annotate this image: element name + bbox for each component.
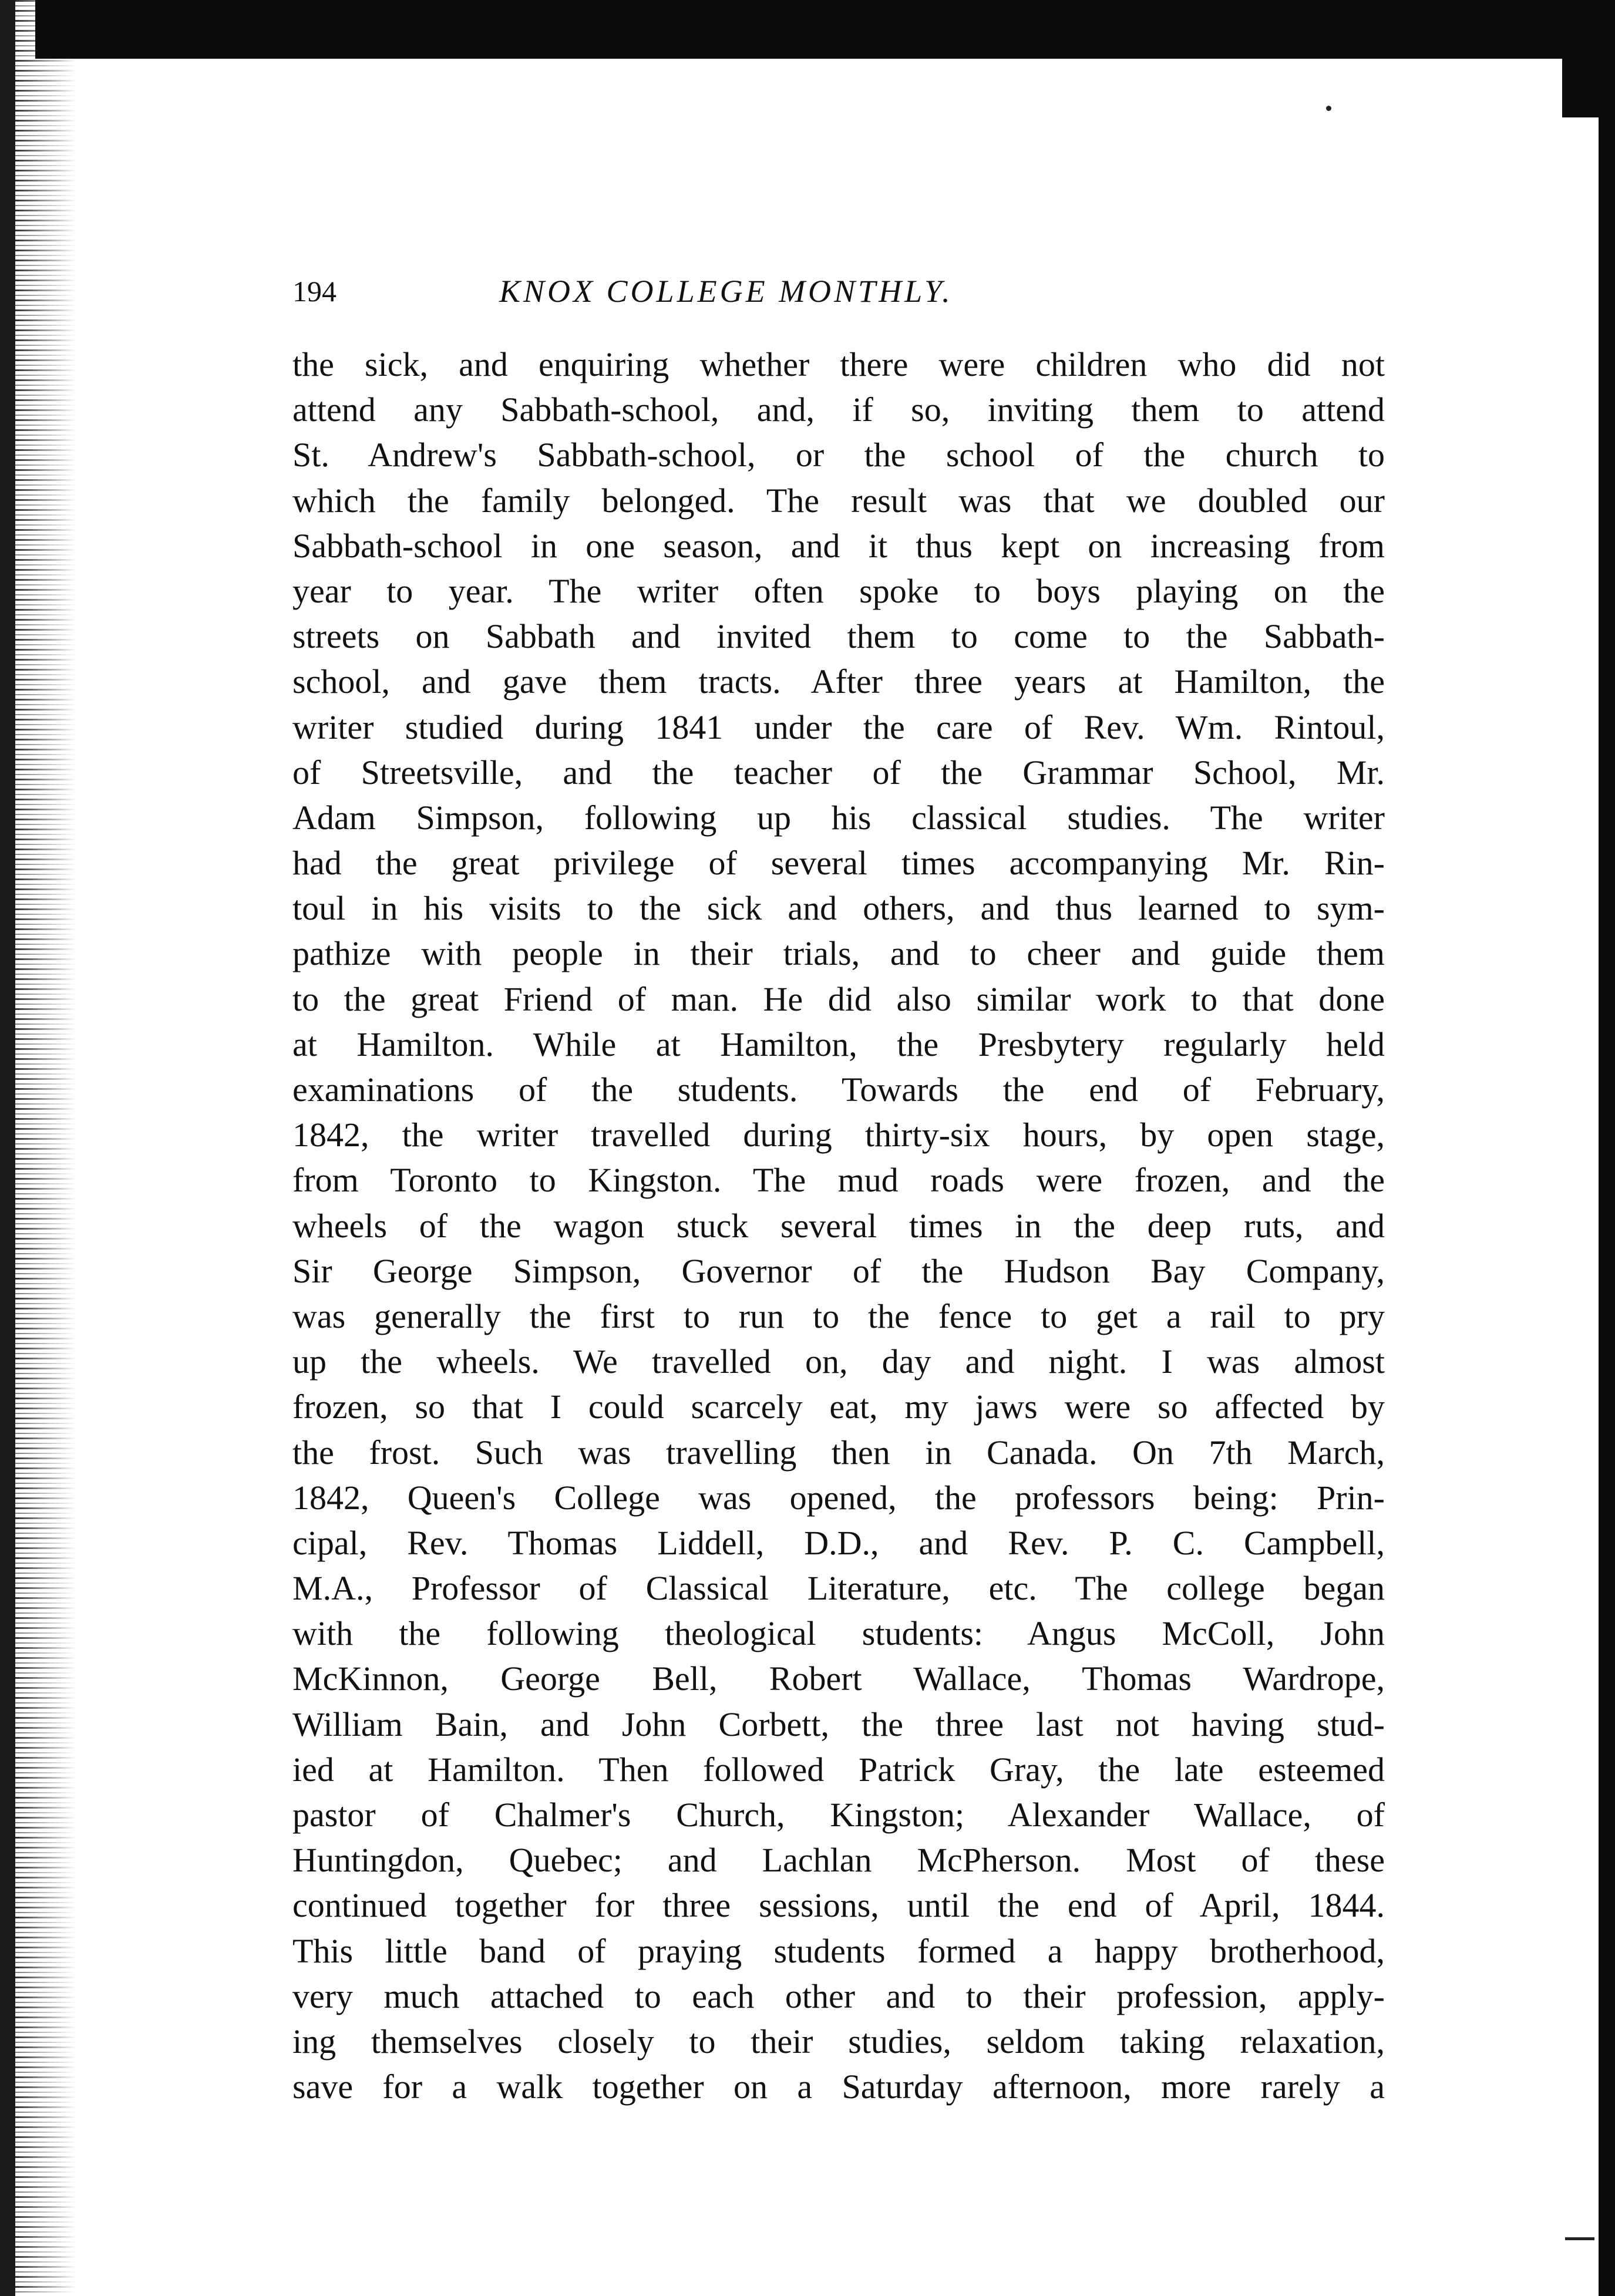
text-line: streets on Sabbath and invited them to come to the Sabbath- [292,617,1385,656]
text-line: the sick, and enquiring whether there were children who did not [292,345,1385,383]
text-line: at Hamilton. While at Hamilton, the Presbytery regularly held [292,1025,1385,1063]
text-line: with the following theological students: Angus McColl, John [292,1614,1385,1653]
text-line: from Toronto to Kingston. The mud roads were frozen, and the [292,1161,1385,1200]
text-line: Huntingdon, Quebec; and Lachlan McPherson. Most of these [292,1841,1385,1880]
text-line: school, and gave them tracts. After three years at Hamilton, the [292,662,1385,701]
text-line: frozen, so that I could scarcely eat, my jaws were so affected by [292,1388,1385,1426]
text-line: pastor of Chalmer's Church, Kingston; Alexander Wallace, of [292,1796,1385,1834]
scan-edge-left-border [0,0,15,2296]
text-line: up the wheels. We travelled on, day and night. I was almost [292,1342,1385,1381]
scan-speck [1326,106,1331,111]
text-line: toul in his visits to the sick and others, and thus learned to sym- [292,889,1385,928]
text-line: M.A., Professor of Classical Literature, etc. The college began [292,1569,1385,1608]
text-line: very much attached to each other and to their profession, apply- [292,1977,1385,2015]
text-line: of Streetsville, and the teacher of the Grammar School, Mr. [292,753,1385,792]
text-line: save for a walk together on a Saturday afternoon, more rarely a [292,2068,1385,2106]
scan-edge-top [35,0,1615,59]
text-line: was generally the first to run to the fence to get a rail to pry [292,1297,1385,1335]
text-line: attend any Sabbath-school, and, if so, inviting them to attend [292,390,1385,429]
page-number: 194 [292,275,337,308]
text-line: year to year. The writer often spoke to boys playing on the [292,571,1385,610]
text-line: to the great Friend of man. He did also similar work to that done [292,979,1385,1018]
text-line: examinations of the students. Towards the end of February, [292,1070,1385,1109]
text-line: had the great privilege of several times accompanying Mr. Rin- [292,844,1385,883]
journal-title: KNOX COLLEGE MONTHLY. [499,274,953,309]
scan-mark-bottom [1565,2237,1594,2240]
text-line: pathize with people in their trials, and to cheer and guide them [292,934,1385,973]
text-line: ing themselves closely to their studies, seldom taking relaxation, [292,2022,1385,2061]
text-line: McKinnon, George Bell, Robert Wallace, Thomas Wardrope, [292,1659,1385,1698]
text-line: continued together for three sessions, until the end of April, 1844. [292,1886,1385,1925]
text-line: Sabbath-school in one season, and it thus kept on increasing from [292,526,1385,565]
text-line: writer studied during 1841 under the care of Rev. Wm. Rintoul, [292,708,1385,746]
text-line: St. Andrew's Sabbath-school, or the school of the church to [292,436,1385,474]
running-head [292,263,1402,317]
text-line: Adam Simpson, following up his classical studies. The writer [292,798,1385,837]
text-line: 1842, Queen's College was opened, the professors being: Prin- [292,1478,1385,1517]
text-line: wheels of the wagon stuck several times in the deep ruts, and [292,1206,1385,1245]
text-line: 1842, the writer travelled during thirty-six hours, by open stage, [292,1116,1385,1154]
text-line: cipal, Rev. Thomas Liddell, D.D., and Rev. P. C. Campbell, [292,1523,1385,1562]
text-line: ied at Hamilton. Then followed Patrick Gray, the late esteemed [292,1750,1385,1789]
scan-edge-right [1599,0,1615,2296]
text-line: the frost. Such was travelling then in Canada. On 7th March, [292,1433,1385,1472]
scan-edge-right-corner [1562,53,1599,117]
text-line: William Bain, and John Corbett, the three last not having stud- [292,1705,1385,1743]
text-line: This little band of praying students formed a happy brotherhood, [292,1931,1385,1970]
text-line: which the family belonged. The result was that we doubled our [292,481,1385,520]
text-line: Sir George Simpson, Governor of the Hudson Bay Company, [292,1251,1385,1290]
body-text [292,342,1385,2109]
